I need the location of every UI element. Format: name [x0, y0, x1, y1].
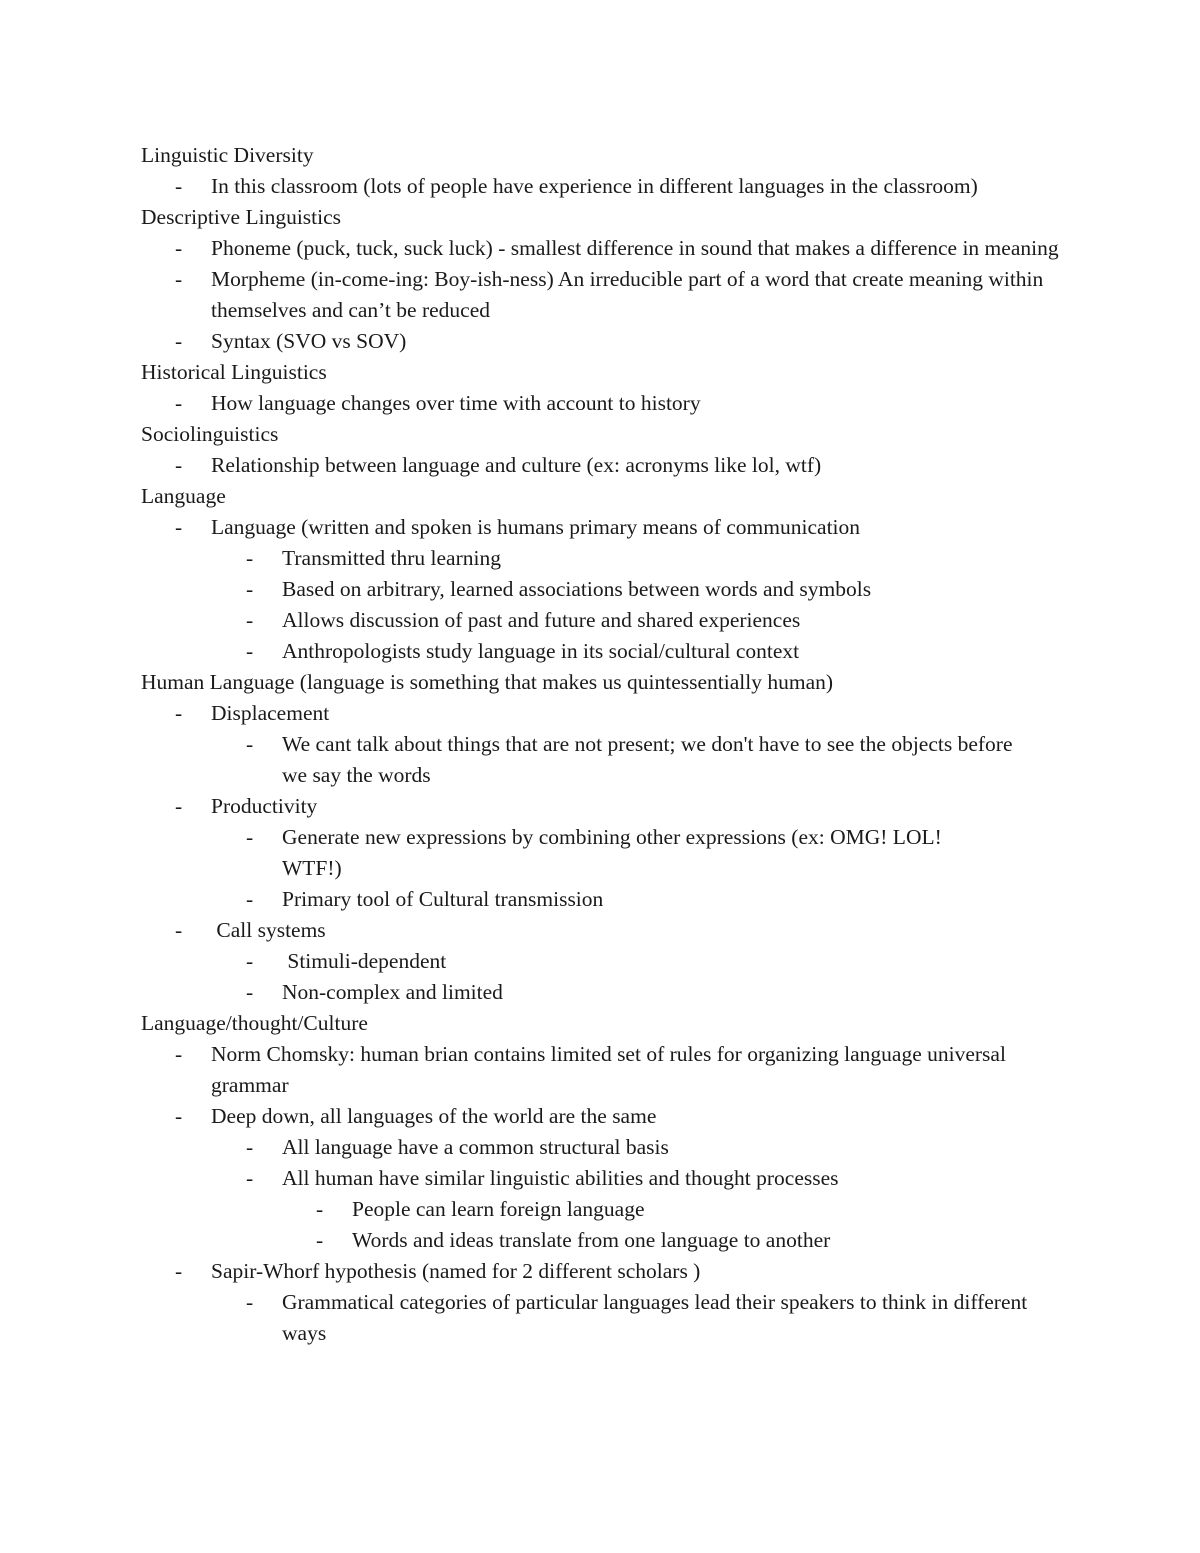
bullet-item — [141, 1256, 1081, 1287]
bullet-item — [141, 915, 1081, 946]
heading-text: Descriptive Linguistics — [141, 205, 342, 229]
section-heading — [141, 140, 1081, 171]
item-text: We cant talk about things that are not present; we don't have to see the objects before we say the words — [282, 732, 1018, 787]
item-text: Allows discussion of past and future and shared experiences — [282, 608, 801, 632]
bullet-dash: - — [175, 391, 183, 415]
bullet-dash: - — [175, 701, 183, 725]
item-text: People can learn foreign language — [352, 1197, 645, 1221]
item-text: Non-complex and limited — [282, 980, 503, 1004]
bullet-dash: - — [246, 825, 254, 849]
bullet-item — [141, 171, 1081, 202]
notes-body — [141, 140, 1081, 1349]
bullet-item — [141, 1039, 1081, 1101]
bullet-dash: - — [175, 918, 183, 942]
bullet-item — [141, 512, 1081, 543]
item-text: All human have similar linguistic abilities and thought processes — [282, 1166, 839, 1190]
item-text: Language (written and spoken is humans primary means of communication — [211, 515, 861, 539]
bullet-item — [141, 326, 1081, 357]
item-text: All language have a common structural basis — [282, 1135, 669, 1159]
item-text: Norm Chomsky: human brian contains limited set of rules for organizing language universal grammar — [211, 1042, 1012, 1097]
bullet-dash: - — [246, 639, 254, 663]
bullet-dash: - — [246, 1290, 254, 1314]
item-text: Grammatical categories of particular languages lead their speakers to think in different ways — [282, 1290, 1033, 1345]
bullet-dash: - — [175, 174, 183, 198]
item-text: Words and ideas translate from one language to another — [352, 1228, 831, 1252]
bullet-dash: - — [175, 794, 183, 818]
bullet-dash: - — [175, 1104, 183, 1128]
bullet-dash: - — [246, 949, 254, 973]
bullet-item — [141, 822, 1081, 884]
bullet-dash: - — [246, 887, 254, 911]
item-text: Stimuli-dependent — [282, 949, 447, 973]
bullet-item — [141, 977, 1081, 1008]
bullet-dash: - — [175, 453, 183, 477]
bullet-dash: - — [175, 236, 183, 260]
bullet-item — [141, 636, 1081, 667]
heading-text: Human Language (language is something that makes us quintessentially human) — [141, 670, 834, 694]
item-text: How language changes over time with account to history — [211, 391, 701, 415]
bullet-item — [141, 264, 1081, 326]
item-text: Transmitted thru learning — [282, 546, 501, 570]
heading-text: Historical Linguistics — [141, 360, 327, 384]
bullet-item — [141, 791, 1081, 822]
bullet-dash: - — [246, 608, 254, 632]
bullet-dash: - — [316, 1228, 324, 1252]
item-text: Phoneme (puck, tuck, suck luck) - smallest difference in sound that makes a difference in meaning — [211, 236, 1059, 260]
item-text: Generate new expressions by combining other expressions (ex: OMG! LOL! WTF!) — [282, 825, 947, 880]
item-text: Productivity — [211, 794, 318, 818]
item-text: Anthropologists study language in its social/cultural context — [282, 639, 800, 663]
bullet-item — [141, 1194, 1081, 1225]
item-text: Deep down, all languages of the world are the same — [211, 1104, 657, 1128]
heading-text: Language — [141, 484, 226, 508]
item-text: Displacement — [211, 701, 330, 725]
bullet-item — [141, 1163, 1081, 1194]
bullet-item — [141, 233, 1081, 264]
heading-text: Language/thought/Culture — [141, 1011, 368, 1035]
section-heading — [141, 419, 1081, 450]
bullet-dash: - — [246, 546, 254, 570]
bullet-dash: - — [246, 1166, 254, 1190]
bullet-dash: - — [246, 577, 254, 601]
bullet-item — [141, 698, 1081, 729]
bullet-dash: - — [246, 732, 254, 756]
bullet-item — [141, 884, 1081, 915]
item-text: In this classroom (lots of people have experience in different languages in the classroom) — [211, 174, 978, 198]
bullet-dash: - — [246, 1135, 254, 1159]
bullet-dash: - — [175, 267, 183, 291]
section-heading — [141, 667, 1081, 698]
bullet-item — [141, 543, 1081, 574]
item-text: Morpheme (in-come-ing: Boy-ish-ness) An irreducible part of a word that create meaning within themselves and can’t be reduced — [211, 267, 1049, 322]
bullet-item — [141, 574, 1081, 605]
item-text: Call systems — [211, 918, 326, 942]
bullet-dash: - — [175, 1259, 183, 1283]
bullet-item — [141, 1287, 1081, 1349]
bullet-item — [141, 450, 1081, 481]
bullet-item — [141, 605, 1081, 636]
bullet-item — [141, 1101, 1081, 1132]
heading-text: Sociolinguistics — [141, 422, 279, 446]
section-heading — [141, 202, 1081, 233]
section-heading — [141, 481, 1081, 512]
item-text: Based on arbitrary, learned associations between words and symbols — [282, 577, 872, 601]
item-text: Sapir-Whorf hypothesis (named for 2 different scholars ) — [211, 1259, 701, 1283]
section-heading — [141, 1008, 1081, 1039]
bullet-item — [141, 1225, 1081, 1256]
bullet-dash: - — [175, 329, 183, 353]
item-text: Primary tool of Cultural transmission — [282, 887, 604, 911]
bullet-item — [141, 388, 1081, 419]
bullet-item — [141, 1132, 1081, 1163]
bullet-item — [141, 729, 1081, 791]
bullet-dash: - — [175, 1042, 183, 1066]
bullet-item — [141, 946, 1081, 977]
bullet-dash: - — [246, 980, 254, 1004]
item-text: Relationship between language and culture (ex: acronyms like lol, wtf) — [211, 453, 822, 477]
item-text: Syntax (SVO vs SOV) — [211, 329, 407, 353]
bullet-dash: - — [175, 515, 183, 539]
heading-text: Linguistic Diversity — [141, 143, 314, 167]
section-heading — [141, 357, 1081, 388]
bullet-dash: - — [316, 1197, 324, 1221]
